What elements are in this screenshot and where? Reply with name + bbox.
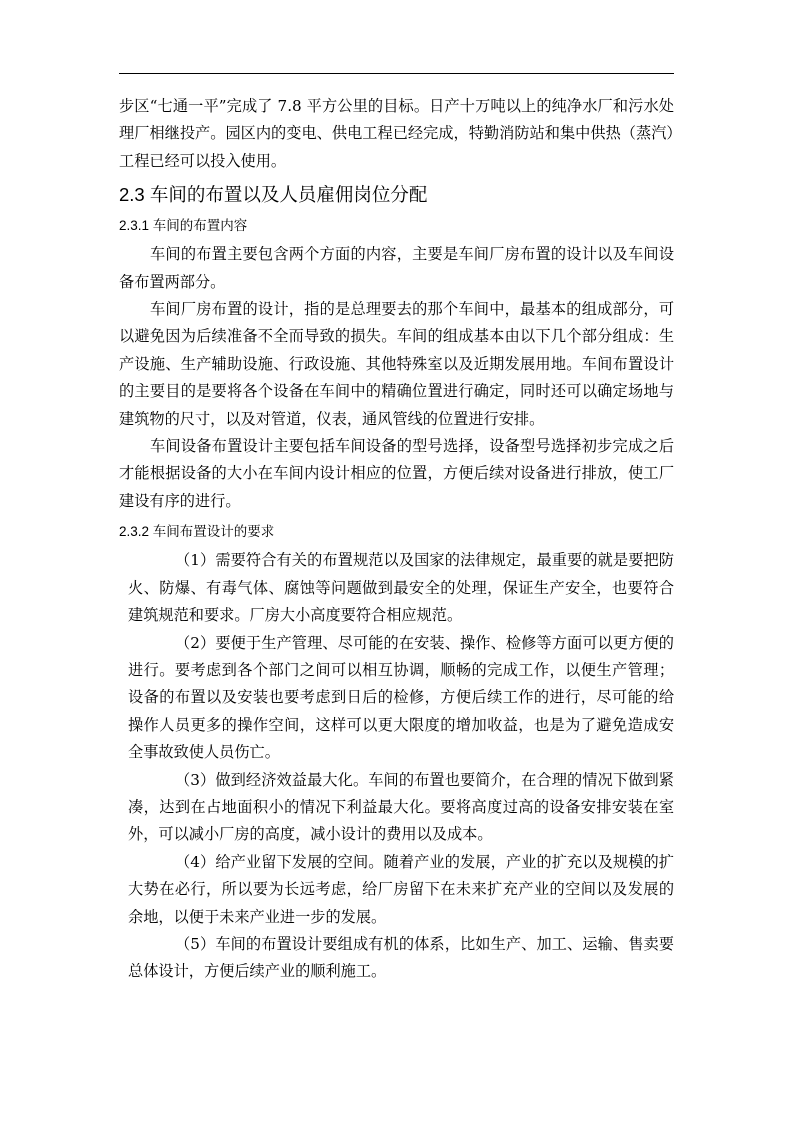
intro-paragraph: 步区“七通一平”完成了 7.8 平方公里的目标。日产十万吨以上的纯净水厂和污水处理厂相继投产。园区内的变电、供电工程已经完成，特勤消防站和集中供热（蒸汽）工程已经可以投入使用。 bbox=[119, 97, 674, 170]
paragraph: 车间厂房布置的设计，指的是总理要去的那个车间中，最基本的组成部分，可以避免因为后续准备不全而导致的损失。车间的组成基本由以下几个部分组成：生产设施、生产辅助设施、行政设施、其他特殊室以及近期发展用地。车间布置设计的主要目的是要将各个设备在车间中的精确位置进行确定，同时还可以确定场地与建筑物的尺寸，以及对管道，仪表，通风管线的位置进行安排。 bbox=[119, 300, 674, 428]
section-heading-2-3: 2.3 车间的布置以及人员雇佣岗位分配 bbox=[119, 184, 428, 206]
list-item: （1）需要符合有关的布置规范以及国家的法律规定，最重要的就是要把防火、防爆、有毒气体、腐蚀等问题做到最安全的处理，保证生产安全，也要符合建筑规范和要求。厂房大小高度要符合相应规范。 bbox=[128, 551, 674, 625]
paragraph: 车间设备布置设计主要包括车间设备的型号选择，设备型号选择初步完成之后才能根据设备的大小在车间内设计相应的位置，方便后续对设备进行排放，使工厂建设有序的进行。 bbox=[119, 437, 674, 510]
list-item: （3）做到经济效益最大化。车间的布置也要简介，在合理的情况下做到紧凑，达到在占地面积小的情况下利益最大化。要将高度过高的设备安排安装在室外，可以减小厂房的高度，减小设计的费用以及成本。 bbox=[128, 770, 674, 844]
paragraph: 车间的布置主要包含两个方面的内容，主要是车间厂房布置的设计以及车间设备布置两部分。 bbox=[119, 245, 674, 291]
list-item: （2）要便于生产管理、尽可能的在安装、操作、检修等方面可以更方便的进行。要考虑到各个部门之间可以相互协调，顺畅的完成工作，以便生产管理；设备的布置以及安装也要考虑到日后的检修，方便后续工作的进行，尽可能的给操作人员更多的操作空间，这样可以更大限度的增加收益，也是为了避免造成安全事故致使人员伤亡。 bbox=[128, 633, 674, 762]
header-rule bbox=[119, 73, 674, 74]
subsection-heading-2-3-1: 2.3.1 车间的布置内容 bbox=[119, 218, 248, 234]
list-item: （4）给产业留下发展的空间。随着产业的发展，产业的扩充以及规模的扩大势在必行，所以要为长远考虑，给厂房留下在未来扩充产业的空间以及发展的余地，以便于未来产业进一步的发展。 bbox=[128, 852, 674, 926]
list-item: （5）车间的布置设计要组成有机的体系，比如生产、加工、运输、售卖要总体设计，方便后续产业的顺利施工。 bbox=[128, 934, 674, 981]
subsection-heading-2-3-2: 2.3.2 车间布置设计的要求 bbox=[119, 524, 275, 540]
requirements-list bbox=[128, 547, 674, 986]
page-body bbox=[119, 93, 674, 986]
